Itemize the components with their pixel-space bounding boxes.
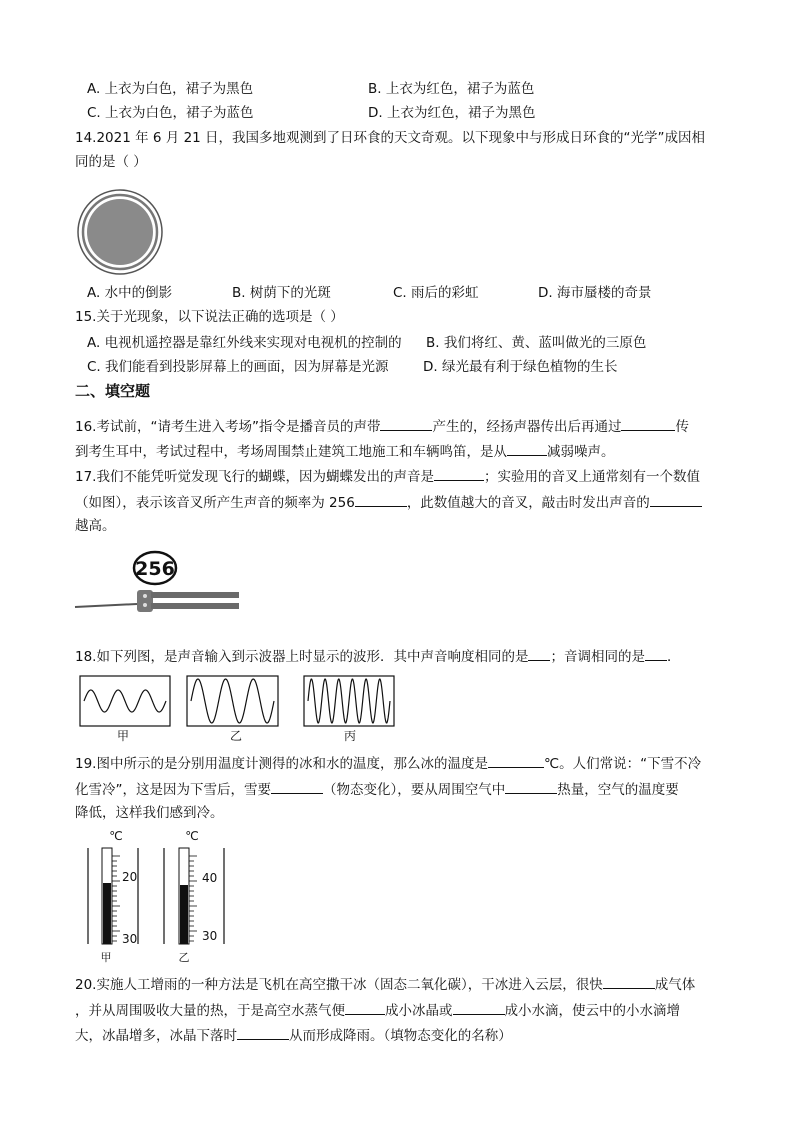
q19-text-1a: 19.图中所示的是分别用温度计测得的冰和水的温度，那么冰的温度是 — [75, 756, 488, 772]
section-heading-fill-blank: 二、填空题 — [75, 382, 151, 400]
tuning-fork-number: 256 — [135, 558, 175, 580]
q20-text-1b: 成气体 — [654, 977, 696, 993]
thermometer-yi-bottom-value: 30 — [202, 929, 218, 943]
thermometers-figure — [82, 826, 242, 966]
q13-option-c: C. 上衣为白色，裙子为蓝色 — [87, 105, 254, 121]
thermometer-jia — [88, 829, 138, 964]
q19-text-2c: 热量，空气的温度要 — [557, 782, 679, 798]
q16-text-1b: 产生的，经扬声器传出后再通过 — [432, 419, 622, 435]
q13-option-b: B. 上衣为红色，裙子为蓝色 — [368, 81, 535, 97]
thermometer-yi — [164, 829, 224, 964]
q20-blank-1[interactable] — [603, 974, 655, 989]
q20-line2 — [75, 1000, 680, 1020]
q14-option-d: D. 海市蜃楼的奇景 — [538, 285, 652, 301]
q13-option-a: A. 上衣为白色，裙子为黑色 — [87, 81, 254, 97]
q16-blank-3[interactable] — [507, 441, 547, 456]
thermometer-yi-unit: ℃ — [185, 829, 199, 843]
q20-blank-2[interactable] — [345, 1000, 385, 1015]
q19-text-2b: （物态变化），要从周围空气中 — [323, 782, 506, 798]
q19-line3: 降低，这样我们感到冷。 — [75, 805, 224, 821]
q20-text-2a: ，并从周围吸收大量的热，于是高空水蒸气便 — [75, 1003, 345, 1019]
q20-text-2c: 成小水滴，使云中的小水滴增 — [504, 1003, 680, 1019]
q20-line1 — [75, 974, 695, 994]
q17-blank-3[interactable] — [650, 492, 702, 507]
q18-blank-2[interactable] — [645, 646, 667, 661]
q19-blank-1[interactable] — [488, 753, 544, 768]
q15-option-d: D. 绿光最有利于绿色植物的生长 — [423, 359, 618, 375]
thermometer-jia-bottom-value: 30 — [122, 932, 138, 946]
q18-text-a: 18.如下列图，是声音输入到示波器上时显示的波形．其中声音响度相同的是 — [75, 649, 529, 665]
q13-option-d: D. 上衣为红色，裙子为黑色 — [368, 105, 536, 121]
q19-text-1b: ℃。人们常说：“下雪不冷 — [543, 756, 702, 772]
q20-blank-4[interactable] — [237, 1025, 289, 1040]
q17-line2 — [75, 492, 702, 512]
q18-text-c: ． — [666, 649, 681, 665]
q18-blank-1[interactable] — [528, 646, 550, 661]
q20-text-2b: 成小冰晶或 — [385, 1003, 453, 1019]
q17-blank-1[interactable] — [434, 466, 484, 481]
q15-option-b: B. 我们将红、黄、蓝叫做光的三原色 — [426, 335, 647, 351]
thermometer-jia-unit: ℃ — [109, 829, 123, 843]
q16-text-1a: 16.考试前，“请考生进入考场”指令是播音员的声带 — [75, 419, 381, 435]
q17-line3: 越高。 — [75, 518, 116, 534]
oscilloscope-waveforms-figure — [78, 674, 408, 744]
q14-stem-line2: 同的是（ ） — [75, 154, 147, 170]
q14-stem-line1: 14.2021 年 6 月 21 日，我国多地观测到了日环食的天文奇观。以下现象中与形成日环食的“光学”成因相 — [75, 130, 706, 146]
q20-blank-3[interactable] — [453, 1000, 505, 1015]
q15-option-c: C. 我们能看到投影屏幕上的画面，因为屏幕是光源 — [87, 359, 389, 375]
tuning-fork-figure — [75, 548, 241, 618]
q19-line2 — [75, 779, 679, 799]
q15-option-a: A. 电视机遥控器是靠红外线来实现对电视机的控制的 — [87, 335, 402, 351]
waveform-label-jia: 甲 — [116, 729, 130, 743]
thermometer-yi-label: 乙 — [178, 951, 190, 964]
q19-blank-2[interactable] — [271, 779, 323, 794]
q16-text-1c: 传 — [675, 419, 689, 435]
q14-option-b: B. 树荫下的光斑 — [232, 285, 331, 301]
q15-stem: 15.关于光现象，以下说法正确的选项是（ ） — [75, 309, 344, 325]
q17-text-2a: （如图），表示该音叉所产生声音的频率为 256 — [75, 495, 355, 511]
q17-text-1a: 17.我们不能凭听觉发现飞行的蝴蝶，因为蝴蝶发出的声音是 — [75, 469, 434, 485]
waveform-label-yi: 乙 — [229, 729, 243, 743]
q18-stem — [75, 646, 680, 666]
q20-line3 — [75, 1025, 512, 1045]
q16-blank-1[interactable] — [380, 416, 432, 431]
q17-text-1b: ；实验用的音叉上通常刻有一个数值 — [483, 469, 700, 485]
q17-text-2b: ，此数值越大的音叉，敲击时发出声音的 — [406, 495, 650, 511]
annular-eclipse-figure — [76, 188, 166, 278]
q16-blank-2[interactable] — [621, 416, 675, 431]
q17-line1 — [75, 466, 700, 486]
q16-line2 — [75, 441, 615, 461]
thermometer-jia-label: 甲 — [100, 951, 112, 964]
q17-blank-2[interactable] — [355, 492, 407, 507]
q16-text-2b: 减弱噪声。 — [547, 444, 615, 460]
q16-line1 — [75, 416, 689, 436]
q20-text-1a: 20.实施人工增雨的一种方法是飞机在高空撒干冰（固态二氧化碳），干冰进入云层，很快 — [75, 977, 603, 993]
q14-option-c: C. 雨后的彩虹 — [393, 285, 479, 301]
q14-option-a: A. 水中的倒影 — [87, 285, 173, 301]
thermometer-jia-top-value: 20 — [122, 870, 138, 884]
q16-text-2a: 到考生耳中，考试过程中，考场周围禁止建筑工地施工和车辆鸣笛，是从 — [75, 444, 507, 460]
q19-line1 — [75, 753, 701, 773]
q19-blank-3[interactable] — [505, 779, 557, 794]
q18-text-b: ；音调相同的是 — [550, 649, 645, 665]
thermometer-yi-top-value: 40 — [202, 871, 218, 885]
q20-text-3a: 大，冰晶增多，冰晶下落时 — [75, 1028, 237, 1044]
q19-text-2a: 化雪冷”，这是因为下雪后，雪要 — [75, 782, 271, 798]
waveform-label-bing: 丙 — [343, 729, 357, 743]
q20-text-3b: 从而形成降雨。（填物态变化的名称） — [289, 1028, 512, 1044]
